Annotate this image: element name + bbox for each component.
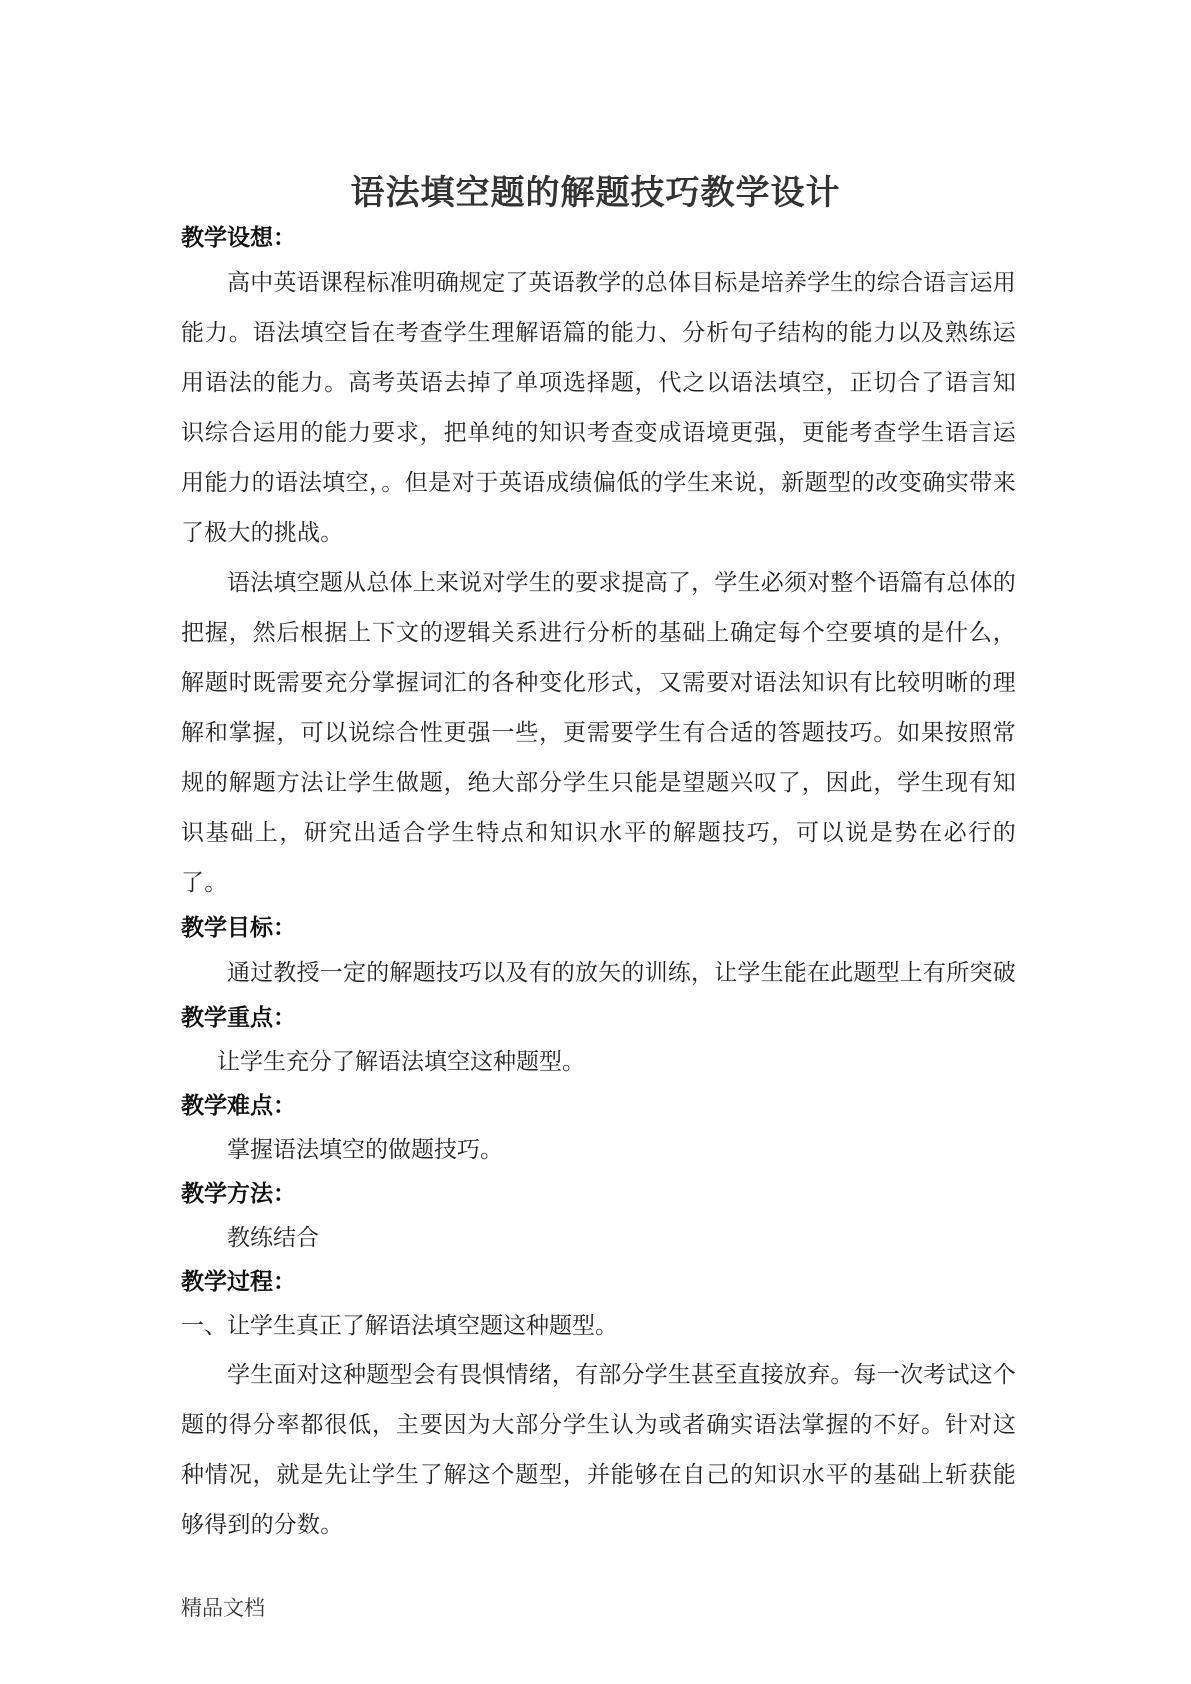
- difficulty-text: 掌握语法填空的做题技巧。: [227, 1137, 503, 1163]
- key-text: 让学生充分了解语法填空这种题型。: [217, 1049, 585, 1075]
- section-heading-idea: 教学设想：: [181, 225, 296, 251]
- section-heading-difficulty: 教学难点：: [181, 1093, 296, 1119]
- goal-paragraph: 通过教授一定的解题技巧以及有的放矢的训练，让学生能在此题型上有所突破: [227, 960, 1016, 986]
- section-heading-process: 教学过程：: [181, 1269, 296, 1295]
- process-step-1: 一、让学生真正了解语法填空题这种题型。: [181, 1313, 618, 1339]
- idea-paragraph-1: 高中英语课程标准明确规定了英语教学的总体目标是培养学生的综合语言运用能力。语法填空旨在考查学生理解语篇的能力、分析句子结构的能力以及熟练运用语法的能力。高考英语去掉了单项选择题，代之以语法填空，正切合了语言知识综合运用的能力要求，把单纯的知识考查变成语境更强，更能考查学生语言运用能力的语法填空，。但是对于英语成绩偏低的学生来说，新题型的改变确实带来了极大的挑战。: [181, 270, 1016, 546]
- section-heading-goal: 教学目标：: [181, 915, 296, 941]
- footer-label: 精品文档: [181, 1596, 265, 1620]
- idea-paragraph-2: 语法填空题从总体上来说对学生的要求提高了，学生必须对整个语篇有总体的把握，然后根据上下文的逻辑关系进行分析的基础上确定每个空要填的是什么，解题时既需要充分掌握词汇的各种变化形式，又需要对语法知识有比较明晰的理解和掌握，可以说综合性更强一些，更需要学生有合适的答题技巧。如果按照常规的解题方法让学生做题，绝大部分学生只能是望题兴叹了，因此，学生现有知识基础上，研究出适合学生特点和知识水平的解题技巧，可以说是势在必行的了。: [181, 570, 1016, 896]
- section-heading-method: 教学方法：: [181, 1181, 296, 1207]
- document-body: [181, 218, 1016, 1550]
- document-title: 语法填空题的解题技巧教学设计: [350, 173, 841, 213]
- process-paragraph: 学生面对这种题型会有畏惧情绪，有部分学生甚至直接放弃。每一次考试这个题的得分率都很低，主要因为大部分学生认为或者确实语法掌握的不好。针对这种情况，就是先让学生了解这个题型，并能够在自己的知识水平的基础上斩获能够得到的分数。: [181, 1362, 1016, 1538]
- section-heading-key: 教学重点：: [181, 1005, 296, 1031]
- method-text: 教练结合: [227, 1225, 319, 1251]
